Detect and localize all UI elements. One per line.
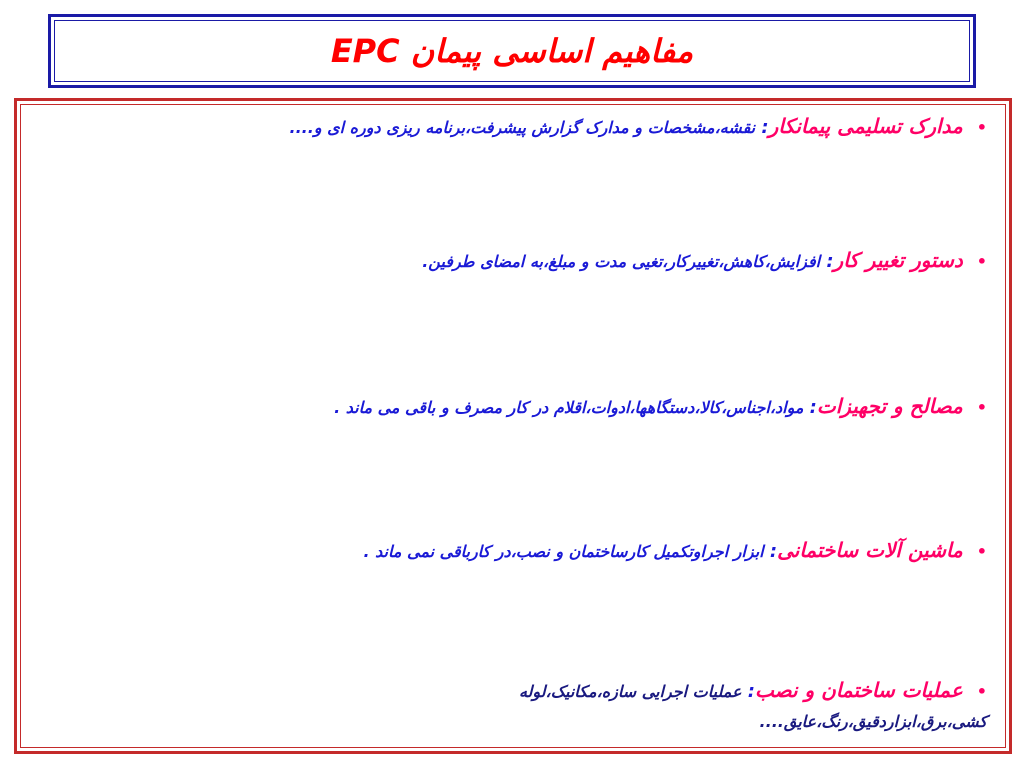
bullet-icon: •	[976, 118, 987, 137]
bullet-icon: •	[976, 252, 987, 271]
item-term: مدارک تسلیمی پیمانکار	[768, 114, 963, 138]
bullet-icon: •	[976, 542, 987, 561]
title-frame	[48, 14, 976, 88]
bullet-item-construction-machinery	[57, 535, 987, 567]
bullet-item-materials-equipment	[57, 391, 987, 423]
item-description: مواد،اجناس،کالا،دستگاهها،ادوات،اقلام در کار مصرف و باقی می ماند .	[334, 398, 804, 417]
item-term: ماشین آلات ساختمانی	[777, 538, 963, 562]
item-description: نقشه،مشخصات و مدارک گزارش پیشرفت،برنامه ریزی دوره ای و....	[289, 118, 756, 137]
item-separator: :	[741, 681, 755, 702]
content-frame	[14, 98, 1012, 754]
slide-title: مفاهیم اساسی پیمان EPC	[330, 32, 694, 70]
item-separator: :	[763, 541, 778, 562]
item-term: دستور تغییر کار	[833, 248, 963, 272]
bullet-icon: •	[976, 682, 987, 701]
item-separator: :	[803, 397, 817, 418]
item-description: افزایش،کاهش،تغییرکار،تغیی مدت و مبلغ،به امضای طرفین.	[422, 252, 821, 271]
bullet-item-construction-installation	[347, 675, 987, 737]
item-description: عملیات اجرایی سازه،مکانیک،لوله کشی،برق،ابزاردقیق،رنگ،عایق....	[518, 682, 987, 731]
item-term: مصالح و تجهیزات	[816, 394, 963, 418]
item-term: عملیات ساختمان و نصب	[755, 678, 963, 702]
item-separator: :	[755, 117, 769, 138]
bullet-item-contractor-deliverables	[57, 111, 987, 143]
bullet-icon: •	[976, 398, 987, 417]
item-separator: :	[820, 251, 834, 272]
bullet-item-change-order	[57, 245, 987, 277]
item-description: ابزار اجراوتکمیل کارساختمان و نصب،در کارباقی نمی ماند .	[363, 542, 764, 561]
